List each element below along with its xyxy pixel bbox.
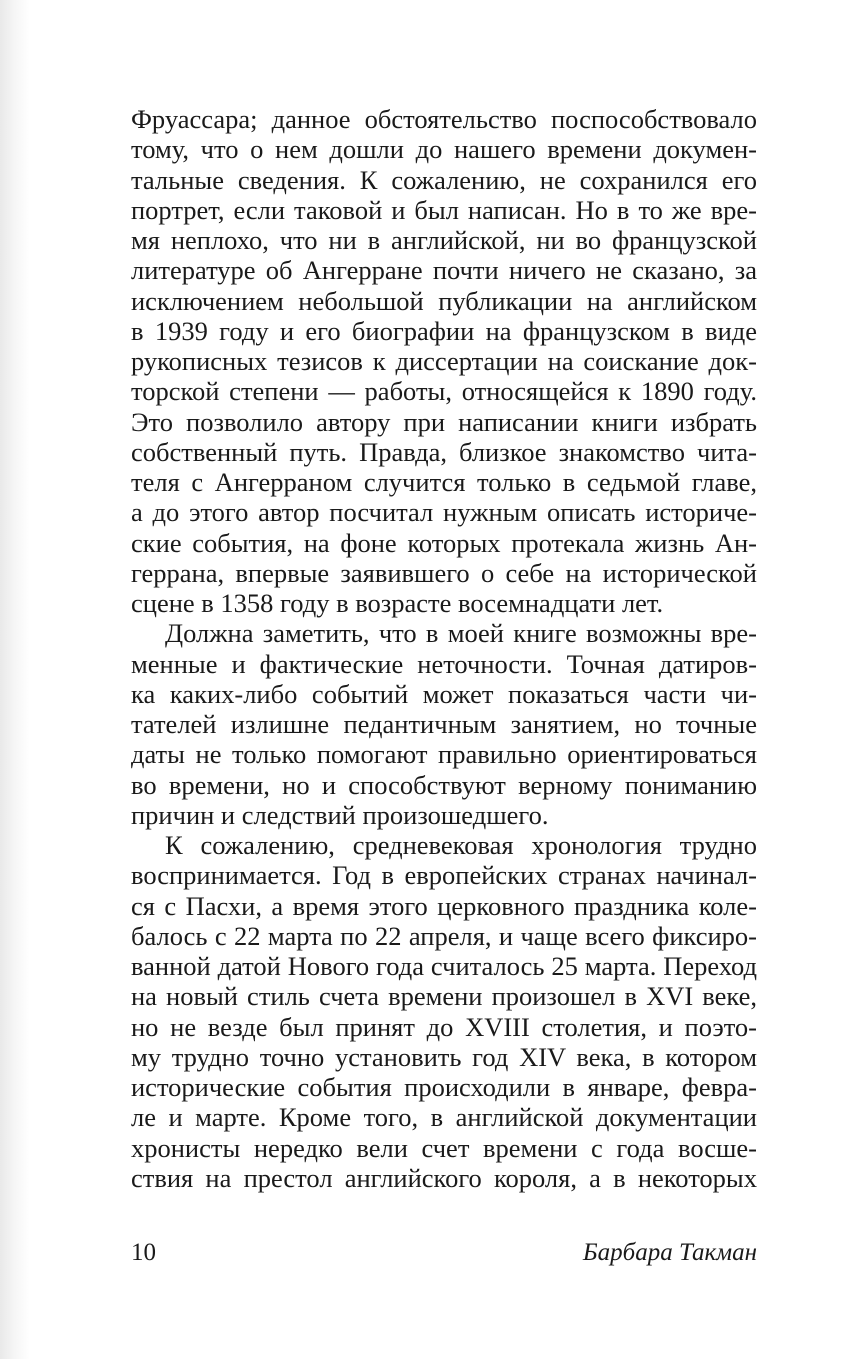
text-line: балось с 22 марта по 22 апреля, и чаще всего фиксиро- bbox=[131, 920, 757, 951]
text-line: Должна заметить, что в моей книге возможны вре- bbox=[165, 618, 757, 649]
text-line: ка каких-либо событий может показаться части чи- bbox=[131, 678, 757, 709]
text-line: литературе об Ангерране почти ничего не сказано, за bbox=[131, 255, 757, 286]
text-line: исторические события происходили в январе, февра- bbox=[131, 1072, 757, 1102]
text-line: воспринимается. Год в европейских странах начинал- bbox=[131, 860, 757, 891]
paragraph-3 bbox=[131, 830, 757, 1193]
text-line: в 1939 году и его биографии на французском в виде bbox=[131, 315, 757, 346]
paragraph-1 bbox=[131, 104, 757, 618]
text-line: тому, что о нем дошли до нашего времени докумен- bbox=[131, 134, 757, 165]
text-line: а до этого автор посчитал нужным описать историче- bbox=[131, 497, 757, 528]
paragraph-2 bbox=[131, 618, 757, 830]
text-line: хронисты нередко вели счет времени с года восше- bbox=[131, 1132, 757, 1163]
text-line: менные и фактические неточности. Точная датиров- bbox=[131, 648, 757, 679]
text-line: даты не только помогают правильно ориентироваться bbox=[131, 739, 757, 770]
body-text bbox=[131, 104, 757, 1193]
text-line: но не везде был принят до XVIII столетия, и поэто- bbox=[131, 1011, 757, 1042]
text-line: К сожалению, средневековая хронология трудно bbox=[165, 830, 757, 860]
text-line: причин и следствий произошедшего. bbox=[131, 799, 549, 830]
text-line: рукописных тезисов к диссертации на соискание док- bbox=[131, 346, 757, 376]
text-line: ле и марте. Кроме того, в английской документации bbox=[131, 1102, 757, 1133]
text-line: сцене в 1358 году в возрасте восемнадцати лет. bbox=[131, 588, 664, 618]
text-line: ствия на престол английского короля, а в некоторых bbox=[131, 1162, 757, 1193]
text-line: теля с Ангерраном случится только в седьмой главе, bbox=[131, 467, 757, 497]
text-line: тателей излишне педантичным занятием, но точные bbox=[131, 709, 757, 739]
text-line: геррана, впервые заявившего о себе на исторической bbox=[131, 557, 757, 588]
text-line: собственный путь. Правда, близкое знакомство чита- bbox=[131, 436, 757, 467]
text-line: Это позволило автору при написании книги избрать bbox=[131, 406, 757, 437]
text-line: портрет, если таковой и был написан. Но в то же вре- bbox=[131, 194, 757, 225]
text-line: ские события, на фоне которых протекала жизнь Ан- bbox=[131, 527, 757, 558]
running-footer-author: Барбара Такман bbox=[582, 1239, 757, 1266]
text-line: исключением небольшой публикации на английском bbox=[131, 285, 757, 316]
text-line: на новый стиль счета времени произошел в XVI веке, bbox=[131, 981, 757, 1012]
text-line: во времени, но и способствуют верному пониманию bbox=[131, 769, 757, 800]
text-line: му трудно точно установить год XIV века, в котором bbox=[131, 1041, 757, 1072]
text-line: Фруассара; данное обстоятельство поспособствовало bbox=[131, 104, 757, 134]
page-gutter-shadow bbox=[0, 0, 30, 1359]
page-number: 10 bbox=[131, 1239, 156, 1266]
text-line: мя неплохо, что ни в английской, ни во французской bbox=[131, 225, 757, 255]
text-line: ванной датой Нового года считалось 25 марта. Переход bbox=[131, 951, 757, 981]
text-line: тальные сведения. К сожалению, не сохранился его bbox=[131, 164, 757, 195]
text-line: ся с Пасхи, а время этого церковного праздника коле- bbox=[131, 890, 757, 921]
text-line: торской степени — работы, относящейся к 1890 году. bbox=[131, 376, 757, 407]
